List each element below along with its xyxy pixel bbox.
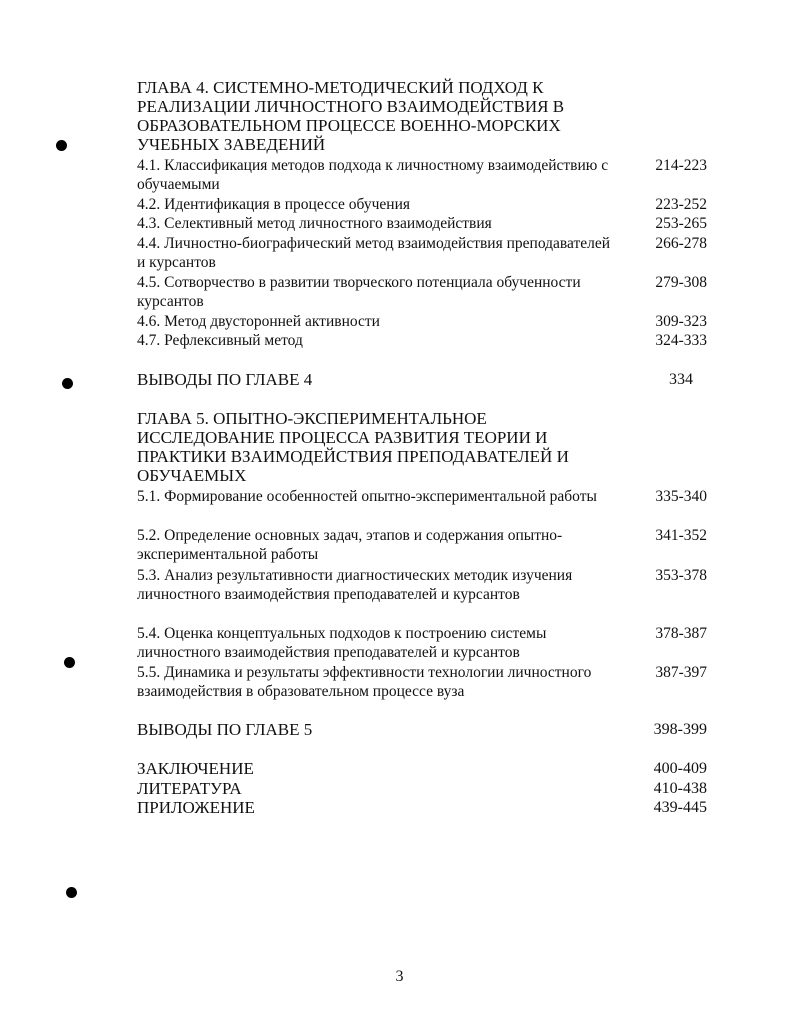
binder-hole-mark: [62, 378, 73, 389]
chapter5-title-line: ГЛАВА 5. ОПЫТНО-ЭКСПЕРИМЕНТАЛЬНОЕ: [137, 409, 487, 428]
toc-item-title: 4.6. Метод двусторонней активности: [137, 313, 380, 330]
toc-item-title: 5.5. Динамика и результаты эффективности технологии личностного взаимодействия в образовательном процессе вуза: [137, 664, 592, 700]
toc-item-title: 5.1. Формирование особенностей опытно-экспериментальной работы: [137, 488, 597, 505]
conclusions-title: ВЫВОДЫ ПО ГЛАВЕ 5: [137, 720, 313, 739]
back-matter-pages: 400-409: [653, 760, 707, 777]
toc-item-title: 4.3. Селективный метод личностного взаимодействия: [137, 215, 492, 232]
toc-item-title: 4.5. Сотворчество в развитии творческого потенциала обученности курсантов: [137, 274, 581, 310]
chapter4-title-line: РЕАЛИЗАЦИИ ЛИЧНОСТНОГО ВЗАИМОДЕЙСТВИЯ В: [137, 97, 565, 116]
toc-item-pages: 387-397: [655, 664, 707, 681]
toc-item-pages: 324-333: [655, 332, 707, 349]
chapter5-title-line: ИССЛЕДОВАНИЕ ПРОЦЕССА РАЗВИТИЯ ТЕОРИИ И: [137, 428, 548, 447]
toc-item-pages: 223-252: [655, 196, 707, 213]
toc-item-pages: 353-378: [655, 567, 707, 584]
toc-item-pages: 253-265: [655, 215, 707, 232]
binder-hole-mark: [64, 657, 75, 668]
toc-item-pages: 309-323: [655, 313, 707, 330]
toc-item-pages: 214-223: [655, 157, 707, 174]
binder-hole-mark: [56, 140, 67, 151]
toc-item-title: 5.2. Определение основных задач, этапов и содержания опытно-экспериментальной работы: [137, 527, 563, 563]
chapter4-title-line: ГЛАВА 4. СИСТЕМНО-МЕТОДИЧЕСКИЙ ПОДХОД К: [137, 78, 544, 97]
toc-item-pages: 378-387: [655, 625, 707, 642]
chapter4-title-line: УЧЕБНЫХ ЗАВЕДЕНИЙ: [137, 135, 326, 154]
chapter5-title: [137, 409, 607, 485]
toc-item-title: 4.7. Рефлексивный метод: [137, 332, 303, 349]
toc-item-pages: 335-340: [655, 488, 707, 505]
toc-item-title: 5.3. Анализ результативности диагностических методик изучения личностного взаимодействия преподавателей и курсантов: [137, 567, 573, 603]
toc-item-title: 4.2. Идентификация в процессе обучения: [137, 196, 410, 213]
conclusions-pages: 398-399: [653, 721, 707, 738]
chapter4-title: [137, 78, 607, 154]
conclusions-pages: 334: [669, 371, 693, 388]
toc-item-pages: 279-308: [655, 274, 707, 291]
page-number: 3: [395, 968, 404, 985]
toc-item-pages: 341-352: [655, 527, 707, 544]
back-matter-title: ПРИЛОЖЕНИЕ: [137, 798, 255, 817]
chapter4-title-line: ОБРАЗОВАТЕЛЬНОМ ПРОЦЕССЕ ВОЕННО-МОРСКИХ: [137, 116, 561, 135]
back-matter-title: ЗАКЛЮЧЕНИЕ: [137, 759, 254, 778]
chapter5-title-line: ПРАКТИКИ ВЗАИМОДЕЙСТВИЯ ПРЕПОДАВАТЕЛЕЙ И: [137, 447, 569, 466]
back-matter-title: ЛИТЕРАТУРА: [137, 779, 242, 798]
toc-item-title: 5.4. Оценка концептуальных подходов к построению системы личностного взаимодействия преподавателей и курсантов: [137, 625, 547, 661]
toc-item-pages: 266-278: [655, 235, 707, 252]
binder-hole-mark: [66, 887, 77, 898]
conclusions-title: ВЫВОДЫ ПО ГЛАВЕ 4: [137, 370, 313, 389]
toc-item-title: 4.4. Личностно-биографический метод взаимодействия преподавателей и курсантов: [137, 235, 611, 271]
back-matter-pages: 410-438: [653, 780, 707, 797]
toc-item-title: 4.1. Классификация методов подхода к личностному взаимодействию с обучаемыми: [137, 157, 609, 193]
back-matter-pages: 439-445: [653, 799, 707, 816]
chapter5-title-line: ОБУЧАЕМЫХ: [137, 466, 247, 485]
